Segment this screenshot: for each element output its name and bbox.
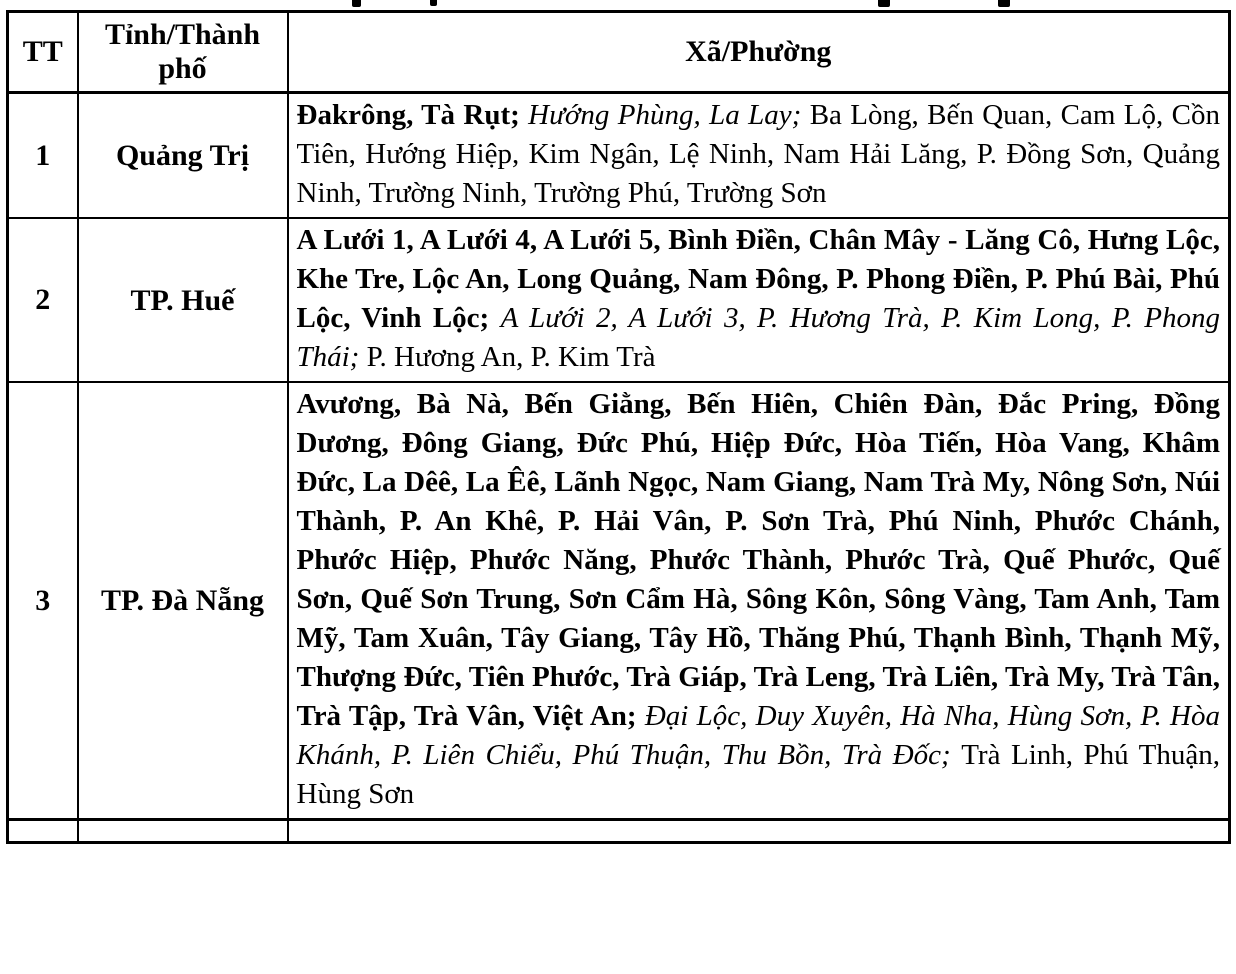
communes-cell [288, 93, 1230, 219]
commune-segment-normal: Trà Linh, Phú Thuận, Hùng Sơn [296, 739, 1221, 810]
table-body [8, 93, 1230, 843]
communes-cell [288, 382, 1230, 820]
glyph-fragment [998, 0, 1010, 7]
province-cell: TP. Huế [78, 218, 288, 382]
commune-segment-bold: Avương, Bà Nà, Bến Giằng, Bến Hiên, Chiên Đàn, Đắc Pring, Đồng Dương, Đông Giang, Đức Phú, Hiệp Đức, Hòa Tiến, Hòa Vang, Khâm Đức, La Dêê, La Êê, Lãnh Ngọc, Nam Giang, Nam Trà My, Nông Sơn, Núi Thành, P. An Khê, P. Hải Vân, P. Sơn Trà, Phú Ninh, Phước Chánh, Phước Hiệp, Phước Năng, Phước Thành, Phước Trà, Quế Phước, Quế Sơn, Quế Sơn Trung, Sơn Cẩm Hà, Sông Kôn, Sông Vàng, Tam Anh, Tam Mỹ, Tam Xuân, Tây Giang, Tây Hồ, Thăng Phú, Thạnh Bình, Thạnh Mỹ, Thượng Đức, Tiên Phước, Trà Giáp, Trà Leng, Trà Liên, Trà My, Trà Tân, Trà Tập, Trà Vân, Việt An; [296, 388, 1220, 732]
province-commune-table [6, 10, 1231, 844]
table-header [8, 12, 1230, 93]
row-number-cell: 1 [8, 93, 78, 219]
partial-cell [288, 820, 1230, 843]
commune-segment-bold: A Lưới 1, A Lưới 4, A Lưới 5, Bình Điền, Chân Mây - Lăng Cô, Hưng Lộc, Khe Tre, Lộc An, Long Quảng, Nam Đông, P. Phong Điền, P. Phú Bài, Phú Lộc, Vinh Lộc; [296, 224, 1220, 334]
partial-cell [78, 820, 288, 843]
commune-segment-normal: Ba Lòng, Bến Quan, Cam Lộ, Cồn Tiên, Hướng Hiệp, Kim Ngân, Lệ Ninh, Nam Hải Lăng, P. Đồng Sơn, Quảng Ninh, Trường Ninh, Trường Phú, Trường Sơn [296, 99, 1220, 209]
cropped-title-fragments [0, 0, 1236, 8]
table-row [8, 93, 1230, 219]
commune-segment-normal: P. Hương An, P. Kim Trà [366, 341, 656, 373]
header-tt: TT [8, 12, 78, 93]
commune-segment-italic: Đại Lộc, Duy Xuyên, Hà Nha, Hùng Sơn, P. Hòa Khánh, P. Liên Chiểu, Phú Thuận, Thu Bồn, Trà Đốc; [296, 700, 1220, 771]
row-number-cell: 3 [8, 382, 78, 820]
header-commune: Xã/Phường [288, 12, 1230, 93]
partial-cell [8, 820, 78, 843]
glyph-fragment [430, 0, 437, 6]
table-row [8, 218, 1230, 382]
commune-segment-italic: A Lưới 2, A Lưới 3, P. Hương Trà, P. Kim Long, P. Phong Thái; [296, 302, 1220, 373]
communes-cell [288, 218, 1230, 382]
glyph-fragment [878, 0, 890, 7]
commune-segment-bold: Đakrông, Tà Rụt; [296, 99, 529, 131]
province-cell: TP. Đà Nẵng [78, 382, 288, 820]
commune-segment-italic: Hướng Phùng, La Lay; [528, 99, 810, 131]
header-row [8, 12, 1230, 93]
row-number-cell: 2 [8, 218, 78, 382]
glyph-fragment [352, 0, 361, 7]
province-cell: Quảng Trị [78, 93, 288, 219]
partial-next-row [8, 820, 1230, 843]
header-province: Tỉnh/Thành phố [78, 12, 288, 93]
table-row [8, 382, 1230, 820]
